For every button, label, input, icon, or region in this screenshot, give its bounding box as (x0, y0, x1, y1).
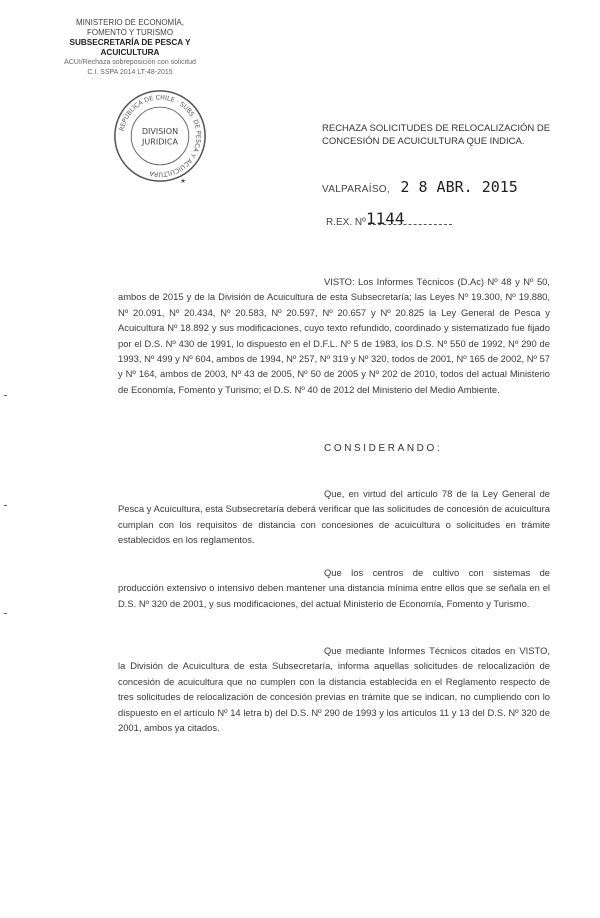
file-code: C.I. SSPA 2014 LT-48-2015 (87, 69, 173, 76)
considerando-paragraph-1 (118, 486, 550, 548)
reference-line: ACUI/Rechaza sobreposición con solicitud (64, 59, 196, 66)
resolution-number: 1144 (366, 209, 405, 228)
star-icon: ★ (180, 177, 187, 184)
considerando-3-first-line: Que mediante Informes Técnicos citados en (324, 645, 516, 656)
considerando-2-body: producción extensivo o intensivo deben mantener una distancia mínima entre ellos que se señala en el D.S. Nº 320 de 2001, y sus modificaciones, del actual Ministerio de Economía, Fomento y Turismo. (118, 582, 550, 609)
visto-first-line: VISTO: Los Informes Técnicos (D.Ac) Nº 48 y Nº (324, 276, 534, 287)
place-and-date (322, 178, 518, 197)
ministry-subtitle: FOMENTO Y TURISMO (86, 28, 174, 37)
date-stamp: 2 8 ABR. 2015 (400, 178, 518, 196)
considerando-paragraph-2 (118, 565, 550, 611)
considerando-1-body: de Pesca y Acuicultura, esta Subsecretaría deberá verificar que las solicitudes de concesión de acuicultura cumplan con los requisitos de distancia con concesiones de acuicultura o solicitudes en trámite establecidos en los reglamentos. (118, 488, 550, 546)
margin-tick (4, 505, 7, 506)
division-juridica-stamp (112, 88, 208, 184)
resolution-subject: RECHAZA SOLICITUDES DE RELOCALIZACIÓN DE CONCESIÓN DE ACUICULTURA QUE INDICA. (322, 123, 551, 147)
subsecretaria-name: SUBSECRETARÍA DE PESCA Y ACUICULTURA (69, 38, 191, 57)
considerando-3-body: VISTO, la División de Acuicultura de esta Subsecretaría, informa aquellas solicitudes de relocalización de concesión de acuicultura que no cumplen con la distancia establecida en el Reglamento respecto de tres solicitudes de relocalización de concesión previas en trámite que se indican, no cumpliendo con lo dispuesto en el artículo Nº 14 letra b) del D.S. Nº 290 de 1993 y los artículos 11 y 13 del D.S. Nº 320 de 2001, ambos ya citados. (118, 645, 550, 734)
stamp-center-line2: JURIDICA (142, 137, 178, 147)
visto-paragraph (118, 274, 550, 397)
considerando-paragraph-3 (118, 643, 550, 735)
letterhead (40, 18, 220, 78)
margin-tick (4, 613, 7, 614)
exempt-label: R.EX. Nº (326, 217, 366, 228)
city-name: VALPARAÍSO, (322, 184, 390, 195)
considerando-1-first-line: Que, en virtud del artículo 78 de la Ley General (324, 488, 536, 499)
considerando-heading: CONSIDERANDO: (324, 443, 443, 454)
ministry-name: MINISTERIO DE ECONOMÍA, (75, 18, 184, 27)
stamp-center-line1: DIVISION (141, 127, 179, 137)
considerando-2-first-line: Que los centros de cultivo con sistemas de (324, 567, 550, 578)
stamp-ring-text: REPÚBLICA DE CHILE · SUBS. DE PESCA Y ACUICULTURA (118, 94, 202, 178)
margin-tick (4, 395, 7, 396)
exempt-resolution-number (326, 209, 452, 228)
visto-body: 50, ambos de 2015 y de la División de Acuicultura de esta Subsecretaría; las Leyes Nº 19.300, Nº 19.880, Nº 20.091, Nº 20.434, Nº 20.583, Nº 20.597, Nº 20.657 y Nº 20.825 la Ley General de Pesca y Acuicultura Nº 18.892 y sus modificaciones, cuyo texto refundido, coordinado y sistematizado fue fijado por el D.S. Nº 430 de 1991, lo dispuesto en el D.F.L. Nº 5 de 1983, los D.S. Nº 550 de 1992, Nº 290 de 1993, Nº 499 y Nº 604, ambos de 1994, Nº 257, Nº 319 y Nº 320, todos de 2001, Nº 165 de 2002, Nº 57 y Nº 164, ambos de 2003, Nº 43 de 2005, Nº 50 de 2005 y Nº 202 de 2010, todos del actual Ministerio de Economía, Fomento y Turismo; el D.S. Nº 40 de 2012 del Ministerio del Medio Ambiente. (118, 276, 550, 395)
